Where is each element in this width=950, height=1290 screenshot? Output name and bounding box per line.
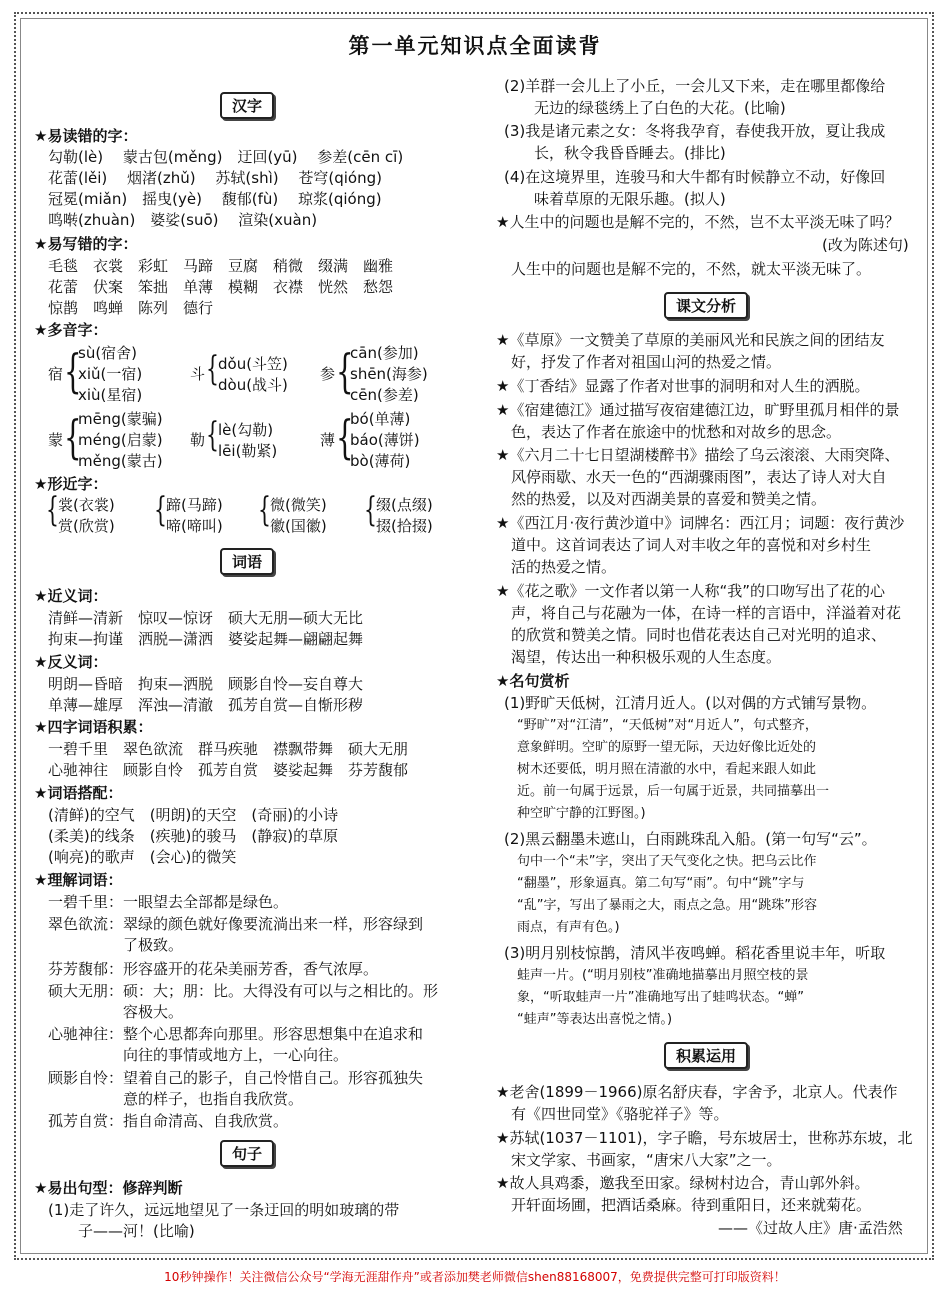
easy-read-line: 鸣啭(zhuàn) 婆娑(suō) 渲染(xuàn) (48, 211, 318, 229)
collocation-heading: ★词语搭配： (34, 784, 123, 802)
sentence-line: (2)羊群一会儿上了小丘，一会儿又下来，走在哪里都像给 (504, 77, 886, 95)
idiom-line: 心驰神往 顾影自怜 孤芳自赏 婆娑起舞 芬芳馥郁 (48, 761, 409, 779)
synonym-heading: ★近义词： (34, 587, 108, 605)
understand-line: 翠色欲流：翠绿的颜色就好像要流淌出来一样，形容绿到 (48, 915, 424, 933)
collocation-line: (清鲜)的空气 (明朗)的天空 (奇丽)的小诗 (48, 806, 339, 824)
poly-reading: xiù(星宿) (78, 386, 143, 404)
sentence-line: 长，秋令我昏昏睡去。(排比) (504, 144, 726, 162)
analysis-line: ★《花之歌》一文作者以第一人称“我”的口吻写出了花的心 (496, 582, 885, 600)
understand-line: 孤芳自赏：指自命清高、自我欣赏。 (48, 1112, 289, 1130)
understand-line: 顾影自怜：望着自己的影子，自己怜惜自己。形容孤独失 (48, 1069, 424, 1087)
brace-icon: { (206, 415, 219, 455)
similar-char: 蹄(马蹄) (166, 496, 223, 514)
analysis-line: ★《宿建德江》通过描写夜宿建德江边，旷野里孤月相伴的景 (496, 401, 900, 419)
poly-reading: měng(蒙古) (78, 452, 163, 470)
similar-char: 赏(欣赏) (58, 517, 115, 535)
understand-line: 一碧千里：一眼望去全部都是绿色。 (48, 893, 289, 911)
sentence-line: (4)在这境界里，连骏马和大牛都有时候静立不动，好像回 (504, 168, 886, 186)
rhetorical-question: ★人生中的问题也是解不完的，不然，岂不太平淡无味了吗？ (496, 213, 900, 231)
poly-reading: lè(勾勒) (218, 421, 274, 439)
antonym-line: 明朗—昏暗 拘束—洒脱 顾影自怜—妄自尊大 (48, 675, 364, 693)
section-badge-juzi: 句子 (220, 1140, 274, 1167)
analysis-line: ★《丁香结》显露了作者对世事的洞明和对人生的洒脱。 (496, 377, 870, 395)
analysis-line: 色，表达了作者在旅途中的忧愁和对故乡的思念。 (496, 423, 842, 441)
brace-icon: { (258, 490, 271, 530)
understand-line: 硕大无朋：硕：大；朋：比。大得没有可以与之相比的。形 (48, 982, 439, 1000)
understand-line: 芬芳馥郁：形容盛开的花朵美丽芳香，香气浓厚。 (48, 960, 379, 978)
similar-char: 啼(啼叫) (166, 517, 223, 535)
section-badge-kewen: 课文分析 (664, 292, 748, 319)
quote-note: 树木还要低，明月照在清澈的水中，看起来跟人如此 (504, 762, 817, 777)
antonym-line: 单薄—雄厚 浑浊—清澈 孤芳自赏—自惭形秽 (48, 696, 364, 714)
poly-reading: cān(参加) (350, 344, 419, 362)
poly-reading: bó(单薄) (350, 410, 411, 428)
quote-note: 近。前一句属于远景，后一句属于近景，共同描摹出一 (504, 784, 830, 799)
sentence-line: (3)我是诸元素之女：冬将我孕育，春使我开放，夏让我成 (504, 122, 886, 140)
poly-reading: mēng(蒙骗) (78, 410, 163, 428)
section-badge-ciyu: 词语 (220, 548, 274, 575)
polyphone-heading: ★多音字： (34, 321, 108, 339)
idiom-heading: ★四字词语积累： (34, 718, 153, 736)
rhetorical-note: (改为陈述句) (822, 236, 909, 254)
similar-char: 裳(衣裳) (58, 496, 115, 514)
synonym-line: 拘束—拘谨 洒脱—潇洒 婆娑起舞—翩翩起舞 (48, 630, 364, 648)
accumulation-line: 有《四世同堂》《骆驼祥子》等。 (496, 1105, 729, 1123)
analysis-line: ★《西江月·夜行黄沙道中》词牌名：西江月；词题：夜行黄沙 (496, 514, 905, 532)
sentence-line: (1)走了许久，远远地望见了一条迂回的明如玻璃的带 (48, 1201, 400, 1219)
poly-reading: sù(宿舍) (78, 344, 138, 362)
analysis-line: 声，将自己与花融为一体，在诗一样的言语中，洋溢着对花 (496, 604, 902, 622)
section-badge-hanzi: 汉字 (220, 92, 274, 119)
easy-write-heading: ★易写错的字： (34, 235, 138, 253)
easy-write-line: 毛毯 衣裳 彩虹 马蹄 豆腐 稍微 缀满 幽雅 (48, 257, 394, 275)
poly-char-bo: 薄 (320, 431, 336, 449)
understand-line: 了极致。 (48, 936, 184, 954)
quote-line: (3)明月别枝惊鹊，清风半夜鸣蝉。稻花香里说丰年，听取 (504, 944, 886, 962)
sentence-line: 无边的绿毯绣上了白色的大花。(比喻) (504, 99, 786, 117)
quote-note: “蛙声”等表达出喜悦之情。) (504, 1012, 673, 1027)
section-badge-jilei: 积累运用 (664, 1042, 748, 1069)
accumulation-line: ★故人具鸡黍，邀我至田家。绿树村边合，青山郭外斜。 (496, 1174, 870, 1192)
analysis-line: 渴望，传达出一种积极乐观的人生态度。 (496, 648, 782, 666)
brace-icon: { (364, 490, 377, 530)
quote-note: 象，“听取蛙声一片”准确地写出了蛙鸣状态。“蝉” (504, 990, 804, 1005)
brace-icon: { (64, 410, 82, 464)
quote-note: “乱”字，写出了暴雨之大，雨点之急。用“跳珠”形容 (504, 898, 817, 913)
poly-reading: cēn(参差) (350, 386, 419, 404)
poly-char-can: 参 (320, 365, 336, 383)
quote-line: (2)黑云翻墨未遮山，白雨跳珠乱入船。(第一句写“云”。 (504, 830, 877, 848)
rhetorical-answer: 人生中的问题也是解不完的，不然，就太平淡无味了。 (496, 260, 872, 278)
quote-note: 种空旷宁静的江野图。) (504, 806, 646, 821)
poly-reading: báo(薄饼) (350, 431, 420, 449)
sentence-heading: ★易出句型：修辞判断 (34, 1179, 183, 1197)
accumulation-line: 宋文学家、书画家，“唐宋八大家”之一。 (496, 1151, 782, 1169)
poly-char-su: 宿 (48, 365, 64, 383)
quote-heading: ★名句赏析 (496, 672, 570, 690)
analysis-line: 风停雨歇、水天一色的“西湖骤雨图”，表达了诗人对大自 (496, 468, 887, 486)
analysis-line: 道中。这首词表达了词人对丰收之年的喜悦和对乡村生 (496, 536, 872, 554)
similar-char: 掇(拾掇) (376, 517, 433, 535)
brace-icon: { (206, 349, 219, 389)
collocation-line: (响亮)的歌声 (会心)的微笑 (48, 848, 237, 866)
easy-read-line: 冠冕(miǎn) 摇曳(yè) 馥郁(fù) 琼浆(qióng) (48, 190, 382, 208)
brace-icon: { (154, 490, 167, 530)
poem-source: ——《过故人庄》唐·孟浩然 (718, 1219, 903, 1237)
understand-line: 向往的事情或地方上，一心向往。 (48, 1046, 349, 1064)
poly-char-le: 勒 (190, 431, 206, 449)
easy-read-line: 花蕾(lěi) 烟渚(zhǔ) 苏轼(shì) 苍穹(qióng) (48, 169, 382, 187)
page-title: 第一单元知识点全面读背 (348, 33, 602, 58)
synonym-line: 清鲜—清新 惊叹—惊讶 硕大无朋—硕大无比 (48, 609, 364, 627)
brace-icon: { (46, 490, 59, 530)
similar-char: 微(微笑) (270, 496, 327, 514)
analysis-line: 然的热爱，以及对西湖美景的喜爱和赞美之情。 (496, 490, 827, 508)
easy-read-line: 勾勒(lè) 蒙古包(měng) 迂回(yū) 参差(cēn cī) (48, 148, 404, 166)
poly-reading: dòu(战斗) (218, 376, 288, 394)
analysis-line: 好，抒发了作者对祖国山河的热爱之情。 (496, 353, 782, 371)
understand-line: 容极大。 (48, 1003, 184, 1021)
quote-note: “翻墨”，形象逼真。第二句写“雨”。句中“跳”字与 (504, 876, 805, 891)
analysis-line: ★《六月二十七日望湖楼醉书》描绘了乌云滚滚、大雨突降、 (496, 446, 900, 464)
accumulation-line: ★老舍(1899－1966)原名舒庆春，字舍予，北京人。代表作 (496, 1083, 898, 1101)
poly-char-meng: 蒙 (48, 431, 64, 449)
accumulation-line: ★苏轼(1037－1101)，字子瞻，号东坡居士，世称苏东坡，北 (496, 1129, 913, 1147)
poly-reading: bò(薄荷) (350, 452, 411, 470)
poly-reading: méng(启蒙) (78, 431, 163, 449)
understand-heading: ★理解词语： (34, 871, 123, 889)
understand-line: 意的样子，也指自我欣赏。 (48, 1090, 304, 1108)
antonym-heading: ★反义词： (34, 653, 108, 671)
quote-line: (1)野旷天低树，江清月近人。(以对偶的方式铺写景物。 (504, 694, 877, 712)
analysis-line: 活的热爱之情。 (496, 558, 617, 576)
brace-icon: { (336, 410, 354, 464)
similar-char: 徽(国徽) (270, 517, 327, 535)
quote-note: 蛙声一片。(“明月别枝”准确地描摹出月照空枝的景 (504, 968, 809, 983)
similar-char: 缀(点缀) (376, 496, 433, 514)
easy-read-heading: ★易读错的字： (34, 127, 138, 145)
brace-icon: { (64, 344, 82, 398)
poly-reading: shēn(海参) (350, 365, 428, 383)
understand-line: 心驰神往：整个心思都奔向那里。形容思想集中在追求和 (48, 1025, 424, 1043)
poly-reading: dǒu(斗笠) (218, 355, 288, 373)
footer-promo: 10秒钟操作！关注微信公众号“学海无涯甜作舟”或者添加樊老师微信shen88168007，免费提供完整可打印版资料！ (164, 1270, 786, 1284)
easy-write-line: 惊鹊 鸣蝉 陈列 德行 (48, 299, 214, 317)
brace-icon: { (336, 344, 354, 398)
poly-reading: xiǔ(一宿) (78, 365, 143, 383)
sentence-line: 子——河！(比喻) (48, 1222, 195, 1240)
quote-note: “野旷”对“江清”，“天低树”对“月近人”，句式整齐， (504, 718, 818, 733)
idiom-line: 一碧千里 翠色欲流 群马疾驰 襟飘带舞 硕大无朋 (48, 740, 409, 758)
similar-heading: ★形近字： (34, 475, 108, 493)
analysis-line: ★《草原》一文赞美了草原的美丽风光和民族之间的团结友 (496, 331, 885, 349)
analysis-line: 的欣赏和赞美之情。同时也借花表达自己对光明的追求、 (496, 626, 887, 644)
sentence-line: 味着草原的无限乐趣。(拟人) (504, 190, 726, 208)
quote-note: 雨点，有声有色。) (504, 920, 620, 935)
quote-note: 意象鲜明。空旷的原野一望无际，天边好像比近处的 (504, 740, 817, 755)
poly-char-dou: 斗 (190, 365, 206, 383)
accumulation-line: 开轩面场圃，把酒话桑麻。待到重阳日，还来就菊花。 (496, 1196, 872, 1214)
easy-write-line: 花蕾 伏案 笨拙 单薄 模糊 衣襟 恍然 愁怨 (48, 278, 394, 296)
collocation-line: (柔美)的线条 (疾驰)的骏马 (静寂)的草原 (48, 827, 339, 845)
quote-note: 句中一个“未”字，突出了天气变化之快。把乌云比作 (504, 854, 817, 869)
poly-reading: lēi(勒紧) (218, 442, 278, 460)
